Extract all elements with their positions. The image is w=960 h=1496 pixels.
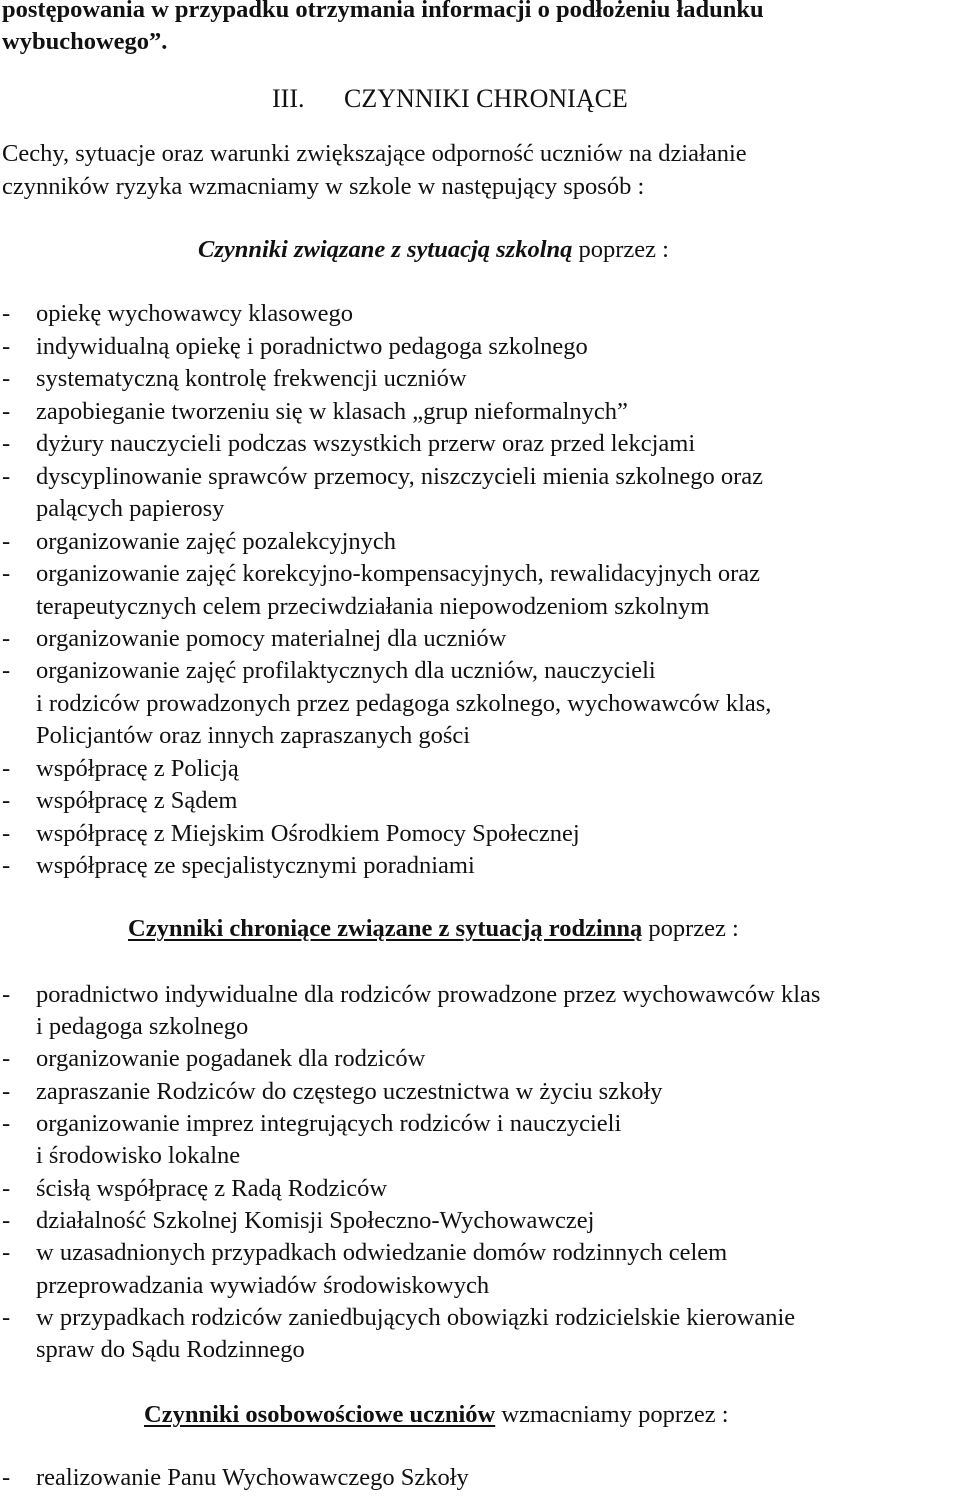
dash: - (2, 1110, 11, 1137)
dash: - (2, 1078, 11, 1105)
dash: - (2, 657, 11, 684)
section-description-1: Cechy, sytuacje oraz warunki zwiększające odporność uczniów na działanie (2, 140, 747, 167)
list-item-text: i rodziców prowadzonych przez pedagoga szkolnego, wychowawców klas, (36, 690, 772, 717)
list-item-text: współpracę ze specjalistycznymi poradniami (36, 852, 475, 879)
dash: - (2, 463, 11, 490)
list-item-text: organizowanie imprez integrujących rodziców i nauczycieli (36, 1110, 622, 1137)
dash: - (2, 625, 11, 652)
dash: - (2, 820, 11, 847)
family-heading-suffix: poprzez : (642, 915, 739, 942)
dash: - (2, 398, 11, 425)
dash: - (2, 1207, 11, 1234)
list-item-text: Policjantów oraz innych zapraszanych gości (36, 722, 471, 749)
personal-heading: Czynniki osobowościowe uczniów (144, 1401, 496, 1428)
list-item-text: poradnictwo indywidualne dla rodziców prowadzone przez wychowawców klas (36, 981, 821, 1008)
dash: - (2, 365, 11, 392)
dash: - (2, 1304, 11, 1331)
dash: - (2, 852, 11, 879)
list-item-text: w uzasadnionych przypadkach odwiedzanie domów rodzinnych celem (36, 1239, 728, 1266)
list-item-text: opiekę wychowawcy klasowego (36, 300, 354, 327)
dash: - (2, 1239, 11, 1266)
list-item-text: współpracę z Sądem (36, 787, 238, 814)
list-item-text: dyscyplinowanie sprawców przemocy, niszczycieli mienia szkolnego oraz (36, 463, 764, 490)
section-description-2: czynników ryzyka wzmacniamy w szkole w następujący sposób : (2, 173, 645, 200)
dash: - (2, 560, 11, 587)
dash: - (2, 528, 11, 555)
list-item-text: działalność Szkolnej Komisji Społeczno-Wychowawczej (36, 1207, 595, 1234)
list-item-text: współpracę z Policją (36, 755, 239, 782)
list-item-text: indywidualną opiekę i poradnictwo pedagoga szkolnego (36, 333, 588, 360)
list-item-text: systematyczną kontrolę frekwencji uczniów (36, 365, 467, 392)
list-item-text: zapobieganie tworzeniu się w klasach „grup nieformalnych” (36, 398, 628, 425)
personal-heading-line (144, 1401, 729, 1429)
list-item-text: organizowanie pomocy materialnej dla uczniów (36, 625, 507, 652)
dash: - (2, 755, 11, 782)
section-title: CZYNNIKI CHRONIĄCE (344, 84, 628, 113)
dash: - (2, 430, 11, 457)
list-item-text: ścisłą współpracę z Radą Rodziców (36, 1175, 388, 1202)
list-item-text: współpracę z Miejskim Ośrodkiem Pomocy Społecznej (36, 820, 580, 847)
list-item-text: terapeutycznych celem przeciwdziałania niepowodzeniom szkolnym (36, 593, 710, 620)
school-heading-line (198, 236, 669, 264)
list-item-text: organizowanie zajęć korekcyjno-kompensacyjnych, rewalidacyjnych oraz (36, 560, 761, 587)
family-heading-line (128, 915, 739, 943)
dash: - (2, 787, 11, 814)
school-heading-suffix: poprzez : (572, 236, 669, 263)
list-item-text: realizowanie Panu Wychowawczego Szkoły (36, 1464, 469, 1491)
list-item-text: organizowanie pogadanek dla rodziców (36, 1045, 426, 1072)
list-item-text: w przypadkach rodziców zaniedbujących obowiązki rodzicielskie kierowanie (36, 1304, 796, 1331)
list-item-text: dyżury nauczycieli podczas wszystkich przerw oraz przed lekcjami (36, 430, 696, 457)
dash: - (2, 1045, 11, 1072)
list-item-text: i pedagoga szkolnego (36, 1013, 249, 1040)
personal-heading-suffix: wzmacniamy poprzez : (495, 1401, 729, 1428)
list-item-text: zapraszanie Rodziców do częstego uczestnictwa w życiu szkoły (36, 1078, 663, 1105)
dash: - (2, 981, 11, 1008)
dash: - (2, 300, 11, 327)
list-item-text: przeprowadzania wywiadów środowiskowych (36, 1272, 490, 1299)
list-item-text: i środowisko lokalne (36, 1142, 241, 1169)
list-item-text: spraw do Sądu Rodzinnego (36, 1336, 305, 1363)
dash: - (2, 1464, 11, 1491)
intro-line-2: wybuchowego”. (2, 28, 168, 55)
list-item-text: organizowanie zajęć pozalekcyjnych (36, 528, 397, 555)
school-heading: Czynniki związane z sytuacją szkolną (198, 236, 573, 263)
dash: - (2, 333, 11, 360)
section-number: III. (272, 84, 305, 113)
list-item-text: organizowanie zajęć profilaktycznych dla uczniów, nauczycieli (36, 657, 656, 684)
family-heading: Czynniki chroniące związane z sytuacją rodzinną (128, 915, 643, 942)
intro-line-1: postępowania w przypadku otrzymania informacji o podłożeniu ładunku (2, 0, 764, 23)
list-item-text: palących papierosy (36, 495, 225, 522)
dash: - (2, 1175, 11, 1202)
